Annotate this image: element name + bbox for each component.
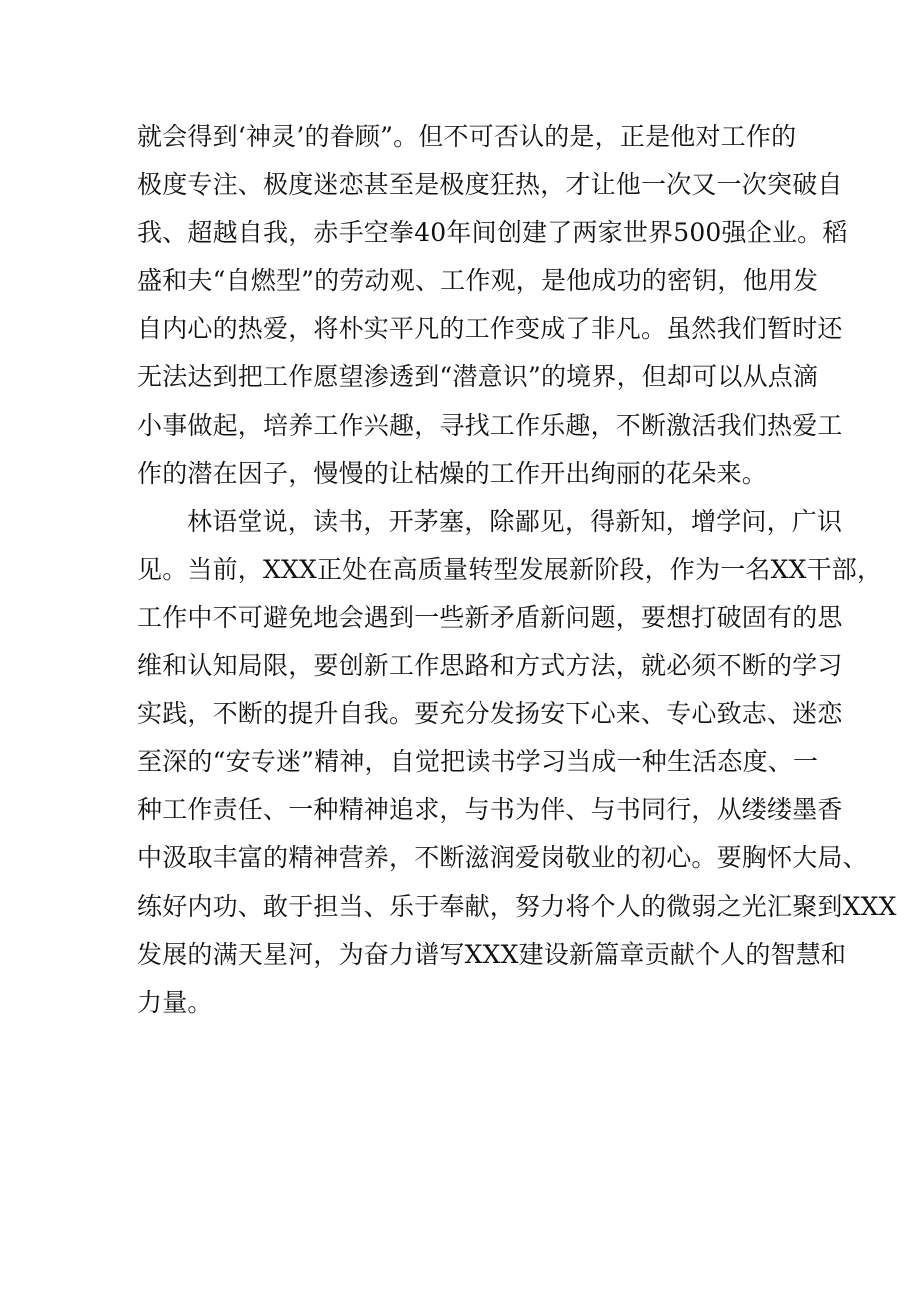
paragraph-line: 作的潜在因子，慢慢的让枯燥的工作开出绚丽的花朵来。 xyxy=(137,458,768,488)
paragraph-line: 中汲取丰富的精神营养，不断滋润爱岗敬业的初心。要胸怀大局、 xyxy=(137,843,868,873)
paragraph-line: 至深的“安专迷”精神，自觉把读书学习当成一种生活态度、一 xyxy=(137,747,819,777)
paragraph-line: 种工作责任、一种精神追求，与书为伴、与书同行，从缕缕墨香 xyxy=(137,795,843,825)
paragraph-line: 力量。 xyxy=(137,987,213,1017)
document-body xyxy=(137,113,897,1027)
paragraph-line: 实践，不断的提升自我。要充分发扬安下心来、专心致志、迷恋 xyxy=(137,699,843,729)
paragraph-line: 极度专注、极度迷恋甚至是极度狂热，才让他一次又一次突破自 xyxy=(137,170,843,200)
paragraph-2 xyxy=(137,498,897,1027)
paragraph-line: 见。当前，XXX正处在高质量转型发展新阶段，作为一名XX干部， xyxy=(137,554,883,584)
paragraph-line: 小事做起，培养工作兴趣，寻找工作乐趣，不断激活我们热爱工 xyxy=(137,410,843,440)
paragraph-line: 林语堂说，读书，开茅塞，除鄙见，得新知，增学问，广识 xyxy=(187,506,843,536)
paragraph-line: 发展的满天星河，为奋力谱写XXX建设新篇章贡献个人的智慧和 xyxy=(137,939,847,969)
paragraph-1 xyxy=(137,113,848,498)
paragraph-line: 维和认知局限，要创新工作思路和方式方法，就必须不断的学习 xyxy=(137,651,843,681)
paragraph-line: 盛和夫“自燃型”的劳动观、工作观，是他成功的密钥，他用发 xyxy=(137,266,819,296)
paragraph-line: 工作中不可避免地会遇到一些新矛盾新问题，要想打破固有的思 xyxy=(137,602,843,632)
paragraph-line: 我、超越自我，赤手空拳40年间创建了两家世界500强企业。稻 xyxy=(137,218,848,248)
paragraph-line: 无法达到把工作愿望渗透到“潜意识”的境界，但却可以从点滴 xyxy=(137,362,819,392)
paragraph-line: 就会得到‘神灵’的眷顾”。但不可否认的是，正是他对工作的 xyxy=(137,122,797,151)
paragraph-line: 练好内功、敢于担当、乐于奉献，努力将个人的微弱之光汇聚到XXX xyxy=(137,891,897,921)
paragraph-line: 自内心的热爱，将朴实平凡的工作变成了非凡。虽然我们暂时还 xyxy=(137,314,843,344)
